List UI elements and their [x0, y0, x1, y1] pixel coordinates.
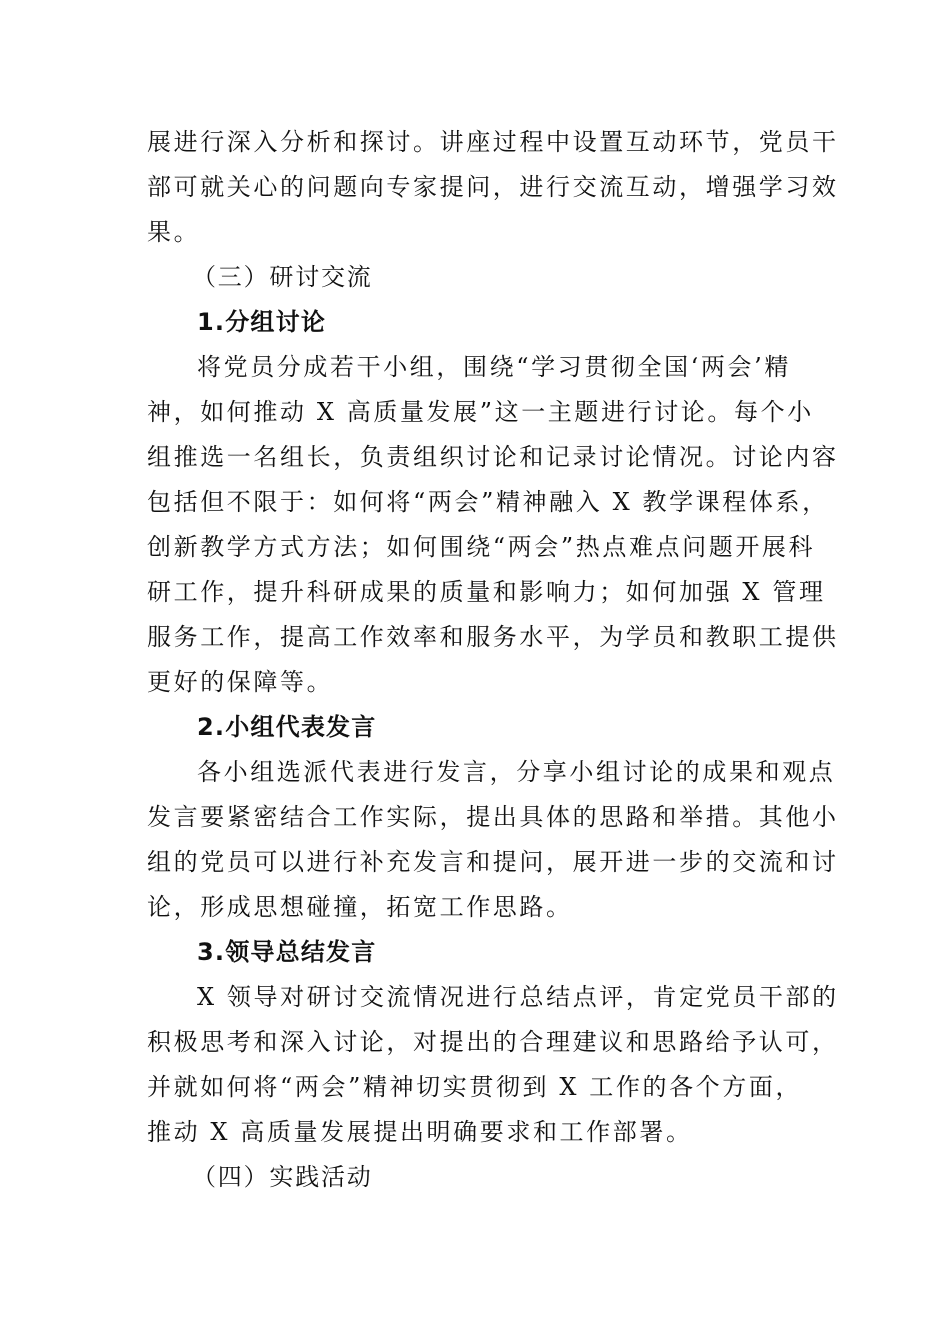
body-text-line: X 领导对研讨交流情况进行总结点评，肯定党员干部的: [197, 983, 839, 1011]
body-text-line: 组的党员可以进行补充发言和提问，展开进一步的交流和讨: [147, 848, 839, 876]
section-heading-3: （三）研讨交流: [192, 263, 373, 291]
body-text-line: 论，形成思想碰撞，拓宽工作思路。: [147, 893, 573, 921]
subsection-heading-representative-speech: 2.小组代表发言: [197, 713, 377, 741]
body-text-line: 并就如何将“两会”精神切实贯彻到 X 工作的各个方面，: [147, 1073, 803, 1101]
body-text-line: 将党员分成若干小组，围绕“学习贯彻全国‘两会’精: [197, 353, 791, 381]
body-text-line: 展进行深入分析和探讨。讲座过程中设置互动环节，党员干: [147, 128, 839, 156]
subsection-heading-group-discussion: 1.分组讨论: [197, 308, 327, 336]
body-text-line: 服务工作，提高工作效率和服务水平，为学员和教职工提供: [147, 623, 839, 651]
body-text-line: 更好的保障等。: [147, 668, 334, 696]
body-text-line: 推动 X 高质量发展提出明确要求和工作部署。: [147, 1118, 693, 1146]
body-text-line: 组推选一名组长，负责组织讨论和记录讨论情况。讨论内容: [147, 443, 839, 471]
body-text-line: 积极思考和深入讨论，对提出的合理建议和思路给予认可，: [147, 1028, 839, 1056]
body-text-line: 果。: [147, 218, 201, 246]
body-text-line: 部可就关心的问题向专家提问，进行交流互动，增强学习效: [147, 173, 839, 201]
subsection-heading-leader-summary: 3.领导总结发言: [197, 938, 377, 966]
body-text-line: 神，如何推动 X 高质量发展”这一主题进行讨论。每个小: [147, 398, 814, 426]
body-text-line: 研工作，提升科研成果的质量和影响力；如何加强 X 管理: [147, 578, 826, 606]
section-heading-4: （四）实践活动: [192, 1163, 373, 1191]
body-text-line: 发言要紧密结合工作实际，提出具体的思路和举措。其他小: [147, 803, 839, 831]
body-text-line: 创新教学方式方法；如何围绕“两会”热点难点问题开展科: [147, 533, 816, 561]
body-text-line: 包括但不限于：如何将“两会”精神融入 X 教学课程体系，: [147, 488, 829, 516]
body-text-line: 各小组选派代表进行发言，分享小组讨论的成果和观点: [197, 758, 836, 786]
